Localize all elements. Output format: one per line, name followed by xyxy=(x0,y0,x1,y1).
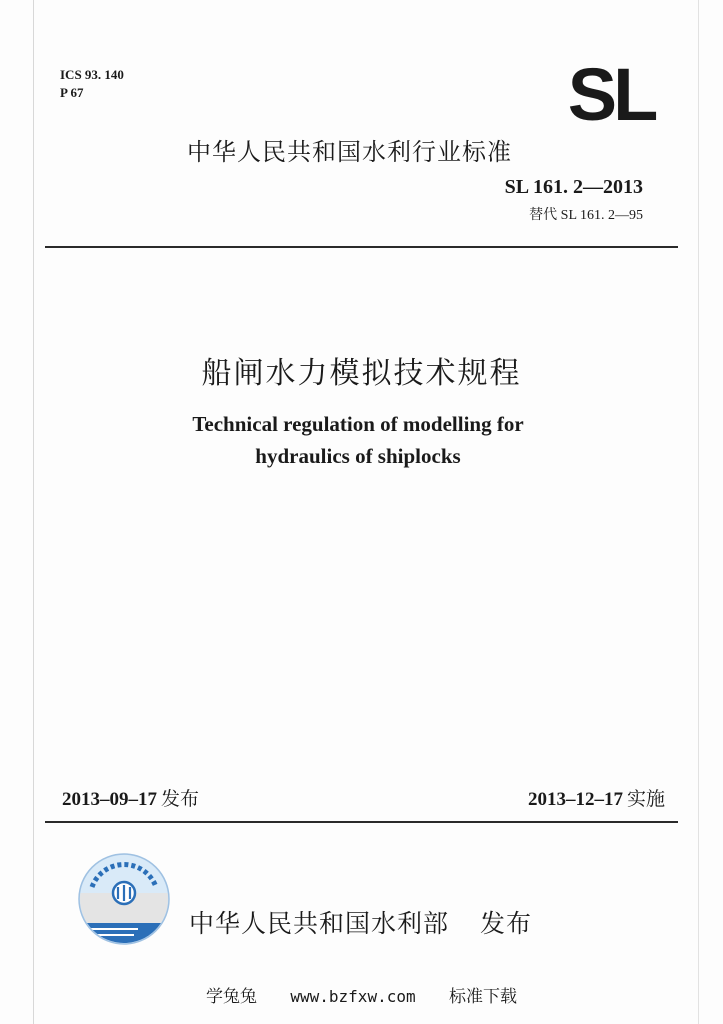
page-edge xyxy=(33,0,34,1024)
implement-date-block xyxy=(528,784,665,811)
title-chinese: 船闸水力模拟技术规程 xyxy=(201,356,522,391)
publisher xyxy=(189,904,532,940)
issue-label: 发布 xyxy=(161,788,200,810)
publisher-name: 中华人民共和国水利部 xyxy=(189,909,450,938)
footer-brand: 学兔兔 xyxy=(205,987,257,1007)
issue-date: 2013–09–17 xyxy=(62,789,157,810)
classification-code: P 67 xyxy=(60,85,84,100)
classification-block xyxy=(60,66,124,102)
title-english-line2: hydraulics of shiplocks xyxy=(255,444,461,468)
divider-bottom xyxy=(45,821,678,823)
title-english xyxy=(0,408,716,472)
standard-category: 中华人民共和国水利行业标准 xyxy=(187,138,512,166)
replaces-standard: 替代 SL 161. 2—95 xyxy=(529,208,643,223)
divider-top xyxy=(45,246,678,248)
title-english-line1: Technical regulation of modelling for xyxy=(192,412,524,436)
implement-date: 2013–12–17 xyxy=(527,789,623,810)
standard-number: SL 161. 2—2013 xyxy=(504,176,643,198)
anti-counterfeit-seal-icon xyxy=(78,853,170,945)
footer-tagline: 标准下载 xyxy=(449,987,518,1007)
footer-watermark xyxy=(0,982,723,1007)
sl-logo xyxy=(555,64,667,124)
ics-code: ICS 93. 140 xyxy=(60,67,124,82)
issue-date-block xyxy=(62,784,199,811)
sl-logo-text: SL xyxy=(567,64,655,124)
publisher-action: 发布 xyxy=(479,909,532,938)
footer-website[interactable]: www.bzfxw.com xyxy=(290,987,416,1006)
page-edge xyxy=(698,0,699,1024)
implement-label: 实施 xyxy=(626,788,665,810)
